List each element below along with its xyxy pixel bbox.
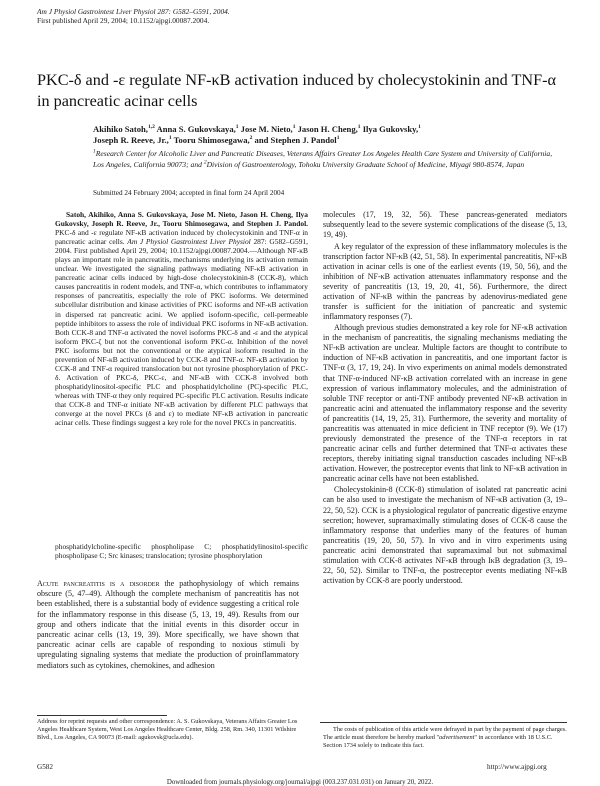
paragraph: Cholecystokinin-8 (CCK-8) stimulation of isolated rat pancreatic acini can be also used to investigate the mechanism of NF-κB activation (3, 19–22, 50, 52). CCK is a physiological regulator of pancreatic digestive enzyme secretion; however, supramaximally stimulating doses of CCK-8 cause the inflammatory response that underlies many of the features of human pancreatitis (19, 20, 50, 57). In vivo and in vitro experiments using pancreatic acini demonstrated that supramaximal but not submaximal stimulation with CCK-8 activates NF-κB through IκB degradation (3, 19–22, 50, 52). Similar to TNF-α, the postreceptor events mediating NF-κB activation by CCK-8 are poorly understood.	[323, 485, 567, 585]
right-column	[323, 210, 567, 587]
author-affiliation-marker: 1	[336, 135, 340, 142]
paragraph: Although previous studies demonstrated a key role for NF-κB activation in the mechanism of pancreatitis, the signaling mechanisms mediating the NF-κB activation are unclear. Multiple factors are thought to contribute to induction of NF-κB activation in pancreatitis, and one important factor is TNF-α (3, 17, 19, 24). In vivo experiments on animal models demonstrated that TNF-α-induced NF-κB activation correlated with an increase in gene expression of various inflammatory molecules, and the administration of soluble TNF receptor or anti-TNF antibody prevented NF-κB activation in pancreatic acini and attenuated the inflammatory response and the severity of pancreatitis (14, 19, 25, 31). Furthermore, the severity and mortality of pancreatitis was attenuated in mice deficient in TNF receptor (9). We (17) previously demonstrated the presence of the TNF-α receptors in rat pancreatic acinar cells and further determined that TNF-α activates these receptors, thereby initiating signal transduction cascades including NF-κB activation. However, the postreceptor events that link to NF-κB activation in pancreatic acinar cells have not been established.	[323, 323, 567, 483]
affiliation-text: Research Center for Alcoholic Liver and Pancreatic Diseases, Veterans Affairs Greater Los Angeles Health Care System and University of California, Los Angeles, California 90073; and	[93, 149, 553, 169]
introduction-paragraph	[37, 579, 299, 671]
costs-advertisement: advertisement	[439, 734, 475, 742]
footnote-divider	[320, 722, 567, 723]
costs-text: " in accordance with 18 U.S.C. Section 1734 solely to indicate this fact.	[323, 734, 553, 750]
publication-costs-footnote	[323, 726, 567, 751]
paragraph: A key regulator of the expression of these inflammatory molecules is the transcription factor NF-κB (42, 51, 58). In experimental pancreatitis, NF-κB activation in acinar cells is one of the earliest events (19, 50, 56), and the inhibition of NF-κB activation attenuates inflammatory response and the severity of pancreatitis (13, 19, 20, 41, 56). Furthermore, the direct activation of NF-κB within the pancreas by adenovirus-mediated gene transfer is sufficient for the initiation of pancreatic and systemic inflammatory responses (7).	[323, 241, 567, 321]
author-name: Tooru Shimosegawa,	[171, 135, 250, 145]
author-name: Jason H. Cheng,	[295, 124, 358, 134]
author-name: Jose M. Nieto,	[238, 124, 293, 134]
correspondence-footnote: Address for reprint requests and other correspondence: A. S. Gukovskaya, Veterans Affairs Greater Los Angeles Healthcare System, West Los Angeles Healthcare Center, Bldg. 258, Rm. 340, 11301 Wilshire Blvd., Los Angeles, CA 90073 (E-mail: agukovsk@ucla.edu).	[37, 718, 298, 742]
affiliations	[93, 148, 563, 170]
author-name: Joseph R. Reeve, Jr.,	[93, 135, 169, 145]
keywords: phosphatidylcholine-specific phospholipase C; phosphatidylinositol-specific phospholipase C; Src kinases; translocation; tyrosine phosphorylation	[55, 542, 308, 561]
author-affiliation-marker: 1	[418, 124, 421, 131]
abstract-citation-details: 287: G582–G591, 2004. First published April 29, 2004; 10.1152/ajpgi.00087.2004.—	[55, 237, 308, 256]
affiliation-marker: 2	[203, 159, 207, 166]
author-affiliation-marker: 1	[292, 124, 296, 131]
running-header	[37, 7, 230, 25]
footnote-divider	[37, 715, 167, 716]
abstract	[55, 210, 308, 427]
journal-citation-line: Am J Physiol Gastrointest Liver Physiol 287: G582–G591, 2004.	[37, 7, 230, 16]
author-affiliation-marker: 1	[168, 135, 172, 142]
page-id: G582	[37, 763, 53, 771]
abstract-body: Although NF-κB plays an important role in pancreatitis, mechanisms underlying its activation remain unclear. We investigated the signaling pathways mediating NF-κB activation in pancreatic acinar cells induced by high-dose cholecystokinin-8 (CCK-8), which causes pancreatitis in rodent models, and TNF-α, which contributes to inflammatory responses of pancreatitis, especially the role of PKC isoforms. We determined subcellular distribution and kinase activities of PKC isoforms and NF-κB activation in dispersed rat pancreatic acini. We applied isoform-specific, cell-permeable peptide inhibitors to assess the role of individual PKC isoforms in NF-κB activation. Both CCK-8 and TNF-α activated the novel isoforms PKC-δ and -ε and the atypical isoform PKC-ζ but not the conventional isoform PKC-α. Inhibition of the novel PKC isoforms but not the conventional or the atypical isoform resulted in the prevention of NF-κB activation induced by CCK-8 and TNF-α. NF-κB activation by CCK-8 and TNF-α required translocation but not tyrosine phosphorylation of PKC-δ. Activation of PKC-δ, PKC-ε, and NF-κB with CCK-8 involved both phosphatidylinositol-specific PLC and phosphatidylcholine (PC)-specific PLC, whereas with TNF-α they only required PC-specific PLC activation. Results indicate that CCK-8 and TNF-α initiate NF-κB activation by different PLC pathways that converge at the novel PKCs (δ and ε) to mediate NF-κB activation in pancreatic acinar cells. These findings suggest a key role for the novel PKCs in pancreatitis.	[55, 246, 308, 428]
submission-dates: Submitted 24 February 2004; accepted in final form 24 April 2004	[93, 189, 285, 197]
affiliation-text: Division of Gastroenterology, Tohoku University Graduate School of Medicine, Miyagi 980-8574, Japan	[206, 160, 525, 169]
paragraph: molecules (17, 19, 32, 56). These pancreas-generated mediators subsequently lead to the severe systemic complications of the disease (5, 13, 19, 49).	[323, 210, 567, 240]
author-affiliation-marker: 1	[357, 124, 361, 131]
author-affiliation-marker: 1,2	[147, 124, 155, 131]
article-title: PKC-δ and -ε regulate NF-κB activation induced by cholecystokinin and TNF-α in pancreatic acinar cells	[37, 71, 556, 110]
author-affiliation-marker: 2	[249, 135, 253, 142]
abstract-citation-title: PKC-δ and -ε regulate NF-κB activation induced by cholecystokinin and TNF-α in pancreatic acinar cells.	[55, 228, 308, 247]
journal-url: http://www.ajpgi.org	[487, 763, 547, 771]
author-name: Ilya Gukovsky,	[360, 124, 419, 134]
abstract-citation-authors: Satoh, Akihiko, Anna S. Gukovskaya, Jose M. Nieto, Jason H. Cheng, Ilya Gukovsky, Joseph R. Reeve, Jr., Tooru Shimosegawa, and Stephen J. Pandol.	[55, 210, 308, 229]
download-notice: Downloaded from journals.physiology.org/journal/ajpgi (003.237.031.031) on January 20, 2022.	[166, 779, 434, 786]
intro-text: the pathophysiology of which remains obscure (5, 47–49). Although the complete mechanism of pancreatitis has not been established, there is a substantial body of evidence suggesting a critical role for the inflammatory response in this disease (5, 13, 19, 49). Results from our group and others indicate that the initial events in this disorder occur in pancreatic acinar cells (13, 19, 39). More specifically, we have shown that pancreatic acinar cells are capable of responding to noxious stimuli by upregulating signaling systems that mediate the production of proinflammatory mediators such as cytokines, chemokines, and adhesion	[37, 579, 299, 670]
affiliation-marker: 1	[93, 148, 96, 155]
author-name: and Stephen J. Pandol	[252, 135, 337, 145]
abstract-citation-journal: Am J Physiol Gastrointest Liver Physiol	[127, 237, 251, 247]
intro-lead-in: Acute pancreatitis is a disorder	[37, 579, 160, 588]
author-list	[93, 124, 573, 146]
costs-text: The costs of publication of this article were defrayed in part by the payment of page charges. The article must therefore be hereby marked "	[323, 726, 567, 742]
author-affiliation-marker: 1	[235, 124, 239, 131]
author-name: Akihiko Satoh,	[93, 124, 148, 134]
author-name: Anna S. Gukovskaya,	[154, 124, 236, 134]
first-published-line: First published April 29, 2004; 10.1152/ajpgi.00087.2004.	[37, 16, 210, 26]
